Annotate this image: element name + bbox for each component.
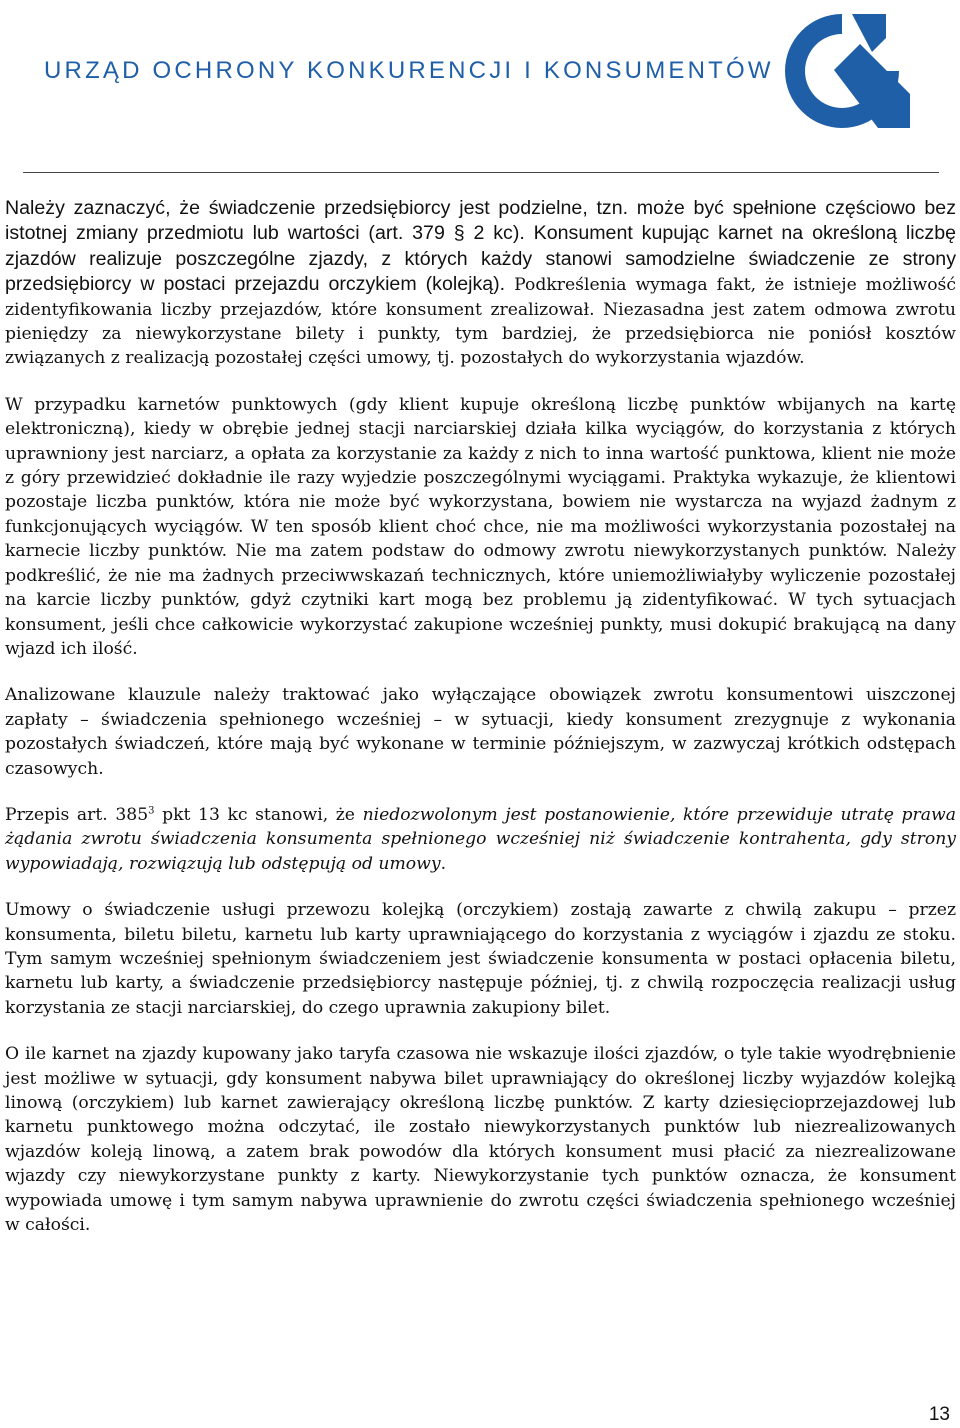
- paragraph-4-post: .: [440, 853, 447, 874]
- page-number: 13: [928, 1404, 950, 1425]
- paragraph-1: [5, 196, 956, 371]
- paragraph-5: Umowy o świadczenie usługi przewozu kolejką (orczykiem) zostają zawarte z chwilą zakupu – przez konsumenta, biletu biletu, karnetu lub karty uprawniającego do korzystania z wyciągów i zjazdu ze stoku. Tym samym wcześniej spełnionym świadczeniem jest świadczenie konsumenta w postaci opłacenia biletu, karnetu lub karty, a świadczenie przedsiębiorcy następuje później, tj. z chwilą rozpoczęcia realizacji usług korzystania ze stacji narciarskiej, do czego uprawnia zakupiony bilet.: [5, 900, 956, 1018]
- paragraph-1-part-1: Należy zaznaczyć, że świadczenie przedsiębiorcy jest podzielne, tzn. może być spełnione częściowo bez istotnej zmiany przedmiotu lub wartości (art. 379 § 2 kc). Konsument kupując karnet na określoną liczbę zjazdów realizuje poszczególne zjazdy, z których każdy stanowi samodzielne świadczenie ze strony przedsiębiorcy w postaci przejazdu orczykiem (kolejką).: [5, 197, 956, 296]
- paragraph-4-quote: niedozwolonym jest postanowienie, które przewiduje utratę prawa żądania zwrotu świadczenia konsumenta spełnionego wcześniej niż świadczenie kontrahenta, gdy strony wypowiadają, rozwiązują lub odstępują od umowy: [5, 804, 956, 874]
- paragraph-4-superscript: 3: [148, 805, 155, 817]
- header-rule: [23, 172, 939, 173]
- uokik-logo: [782, 10, 914, 138]
- header-title: URZĄD OCHRONY KONKURENCJI I KONSUMENTÓW: [44, 57, 774, 84]
- paragraph-4-mid: pkt 13 kc stanowi, że: [154, 804, 363, 825]
- paragraph-2: W przypadku karnetów punktowych (gdy klient kupuje określoną liczbę punktów wbijanych na kartę elektroniczną), kiedy w obrębie jednej stacji narciarskiej działa kilka wyciągów, do korzystania z których uprawniony jest narciarz, a opłata za korzystanie za każdy z nich to inna wartość punktowa, klient nie może z góry przewidzieć dokładnie ile razy wyjedzie poszczególnymi wyciągami. Praktyka wykazuje, że klientowi pozostaje liczba punktów, która nie może być wykorzystana, bowiem nie wystarcza na wyjazd żadnym z funkcjonujących wyciągów. W ten sposób klient choć chce, nie ma możliwości wykorzystania pozostałej na karnecie liczby punktów. Nie ma zatem podstaw do odmowy zwrotu niewykorzystanych punktów. Należy podkreślić, że nie ma żadnych przeciwwskazań technicznych, które uniemożliwiałyby wyliczenie pozostałej na karcie liczby punktów, gdyż czytniki kart mogą bez problemu ją zidentyfikować. W tych sytuacjach konsument, jeśli chce całkowicie wykorzystać zakupione wcześniej punkty, musi dokupić brakującą na dany wjazd ich ilość.: [5, 394, 956, 659]
- paragraph-3: Analizowane klauzule należy traktować jako wyłączające obowiązek zwrotu konsumentowi uiszczonej zapłaty – świadczenia spełnionego wcześniej – w sytuacji, kiedy konsument zrezygnuje z wykonania pozostałych świadczeń, które mają być wykonane w terminie późniejszym, w zazwyczaj krótkich odstępach czasowych.: [5, 685, 956, 779]
- paragraph-4-pre: Przepis art. 385: [5, 804, 149, 825]
- paragraph-1-part-2: Podkreślenia wymaga fakt, że istnieje możliwość zidentyfikowania liczby przejazdów, które konsument zrealizował. Niezasadna jest zatem odmowa zwrotu pieniędzy za niewykorzystane bilety i punkty, tym bardziej, że przedsiębiorca nie poniósł kosztów związanych z realizacją pozostałej części umowy, tj. pozostałych do wykorzystania wjazdów.: [5, 275, 956, 369]
- paragraph-4: [5, 803, 956, 876]
- document-body: [5, 196, 956, 1259]
- paragraph-6: O ile karnet na zjazdy kupowany jako taryfa czasowa nie wskazuje ilości zjazdów, o tyle takie wyodrębnienie jest możliwe w sytuacji, gdy konsument nabywa bilet uprawniający do określonej liczby wyjazdów kolejką linową (orczykiem) lub karnet zawierający określoną liczbę punktów. Z karty dziesięcioprzejazdowej lub karnetu punktowego można odczytać, ile zostało niewykorzystanych punktów lub niezrealizowanych wjazdów koleją linową, a zatem brak powodów dla których konsument musi płacić za niezrealizowane wjazdy czy niewykorzystane punkty z karty. Niewykorzystanie tych punktów oznacza, że konsument wypowiada umowę i tym samym nabywa uprawnienie do zwrotu części świadczenia spełnionego wcześniej w całości.: [5, 1044, 956, 1236]
